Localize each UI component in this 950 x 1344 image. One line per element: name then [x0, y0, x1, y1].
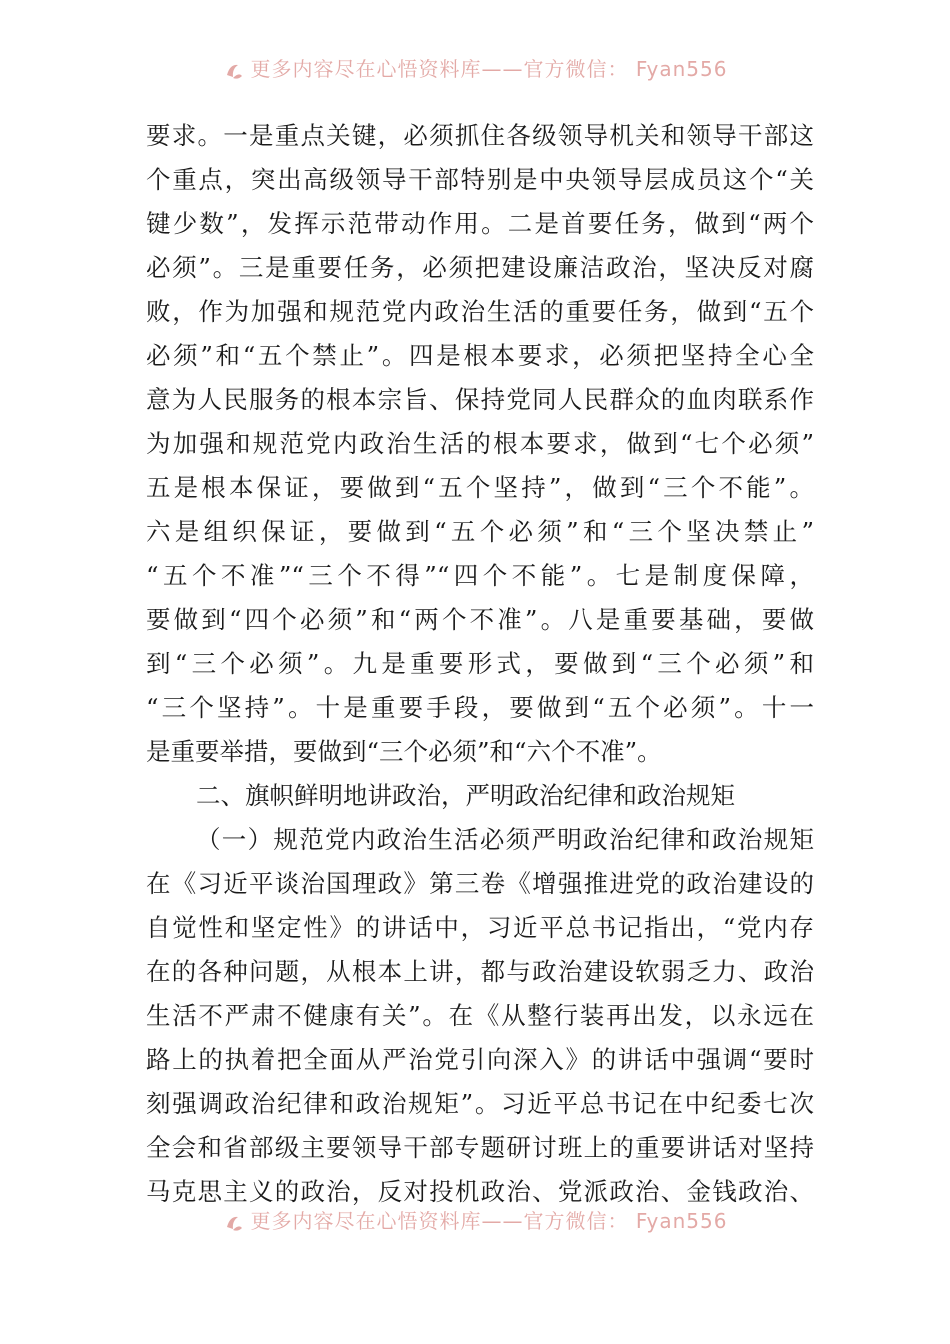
body-line: 个重点，突出高级领导干部特别是中央领导层成员这个“关	[146, 165, 814, 194]
body-line: 马克思主义的政治，反对投机政治、党派政治、金钱政治、	[146, 1177, 814, 1206]
watermark-text: 更多内容尽在心悟资料库——官方微信： Fyan556	[250, 1209, 728, 1233]
body-line: 必须”。三是重要任务，必须把建设廉洁政治，坚决反对腐	[146, 253, 814, 282]
section-heading: 二、旗帜鲜明地讲政治，严明政治纪律和政治规矩	[196, 781, 735, 810]
body-line: 刻强调政治纪律和政治规矩”。习近平总书记在中纪委七次	[146, 1089, 814, 1118]
body-line: 自觉性和坚定性》的讲话中，习近平总书记指出，“党内存	[146, 913, 814, 942]
body-line: 败，作为加强和规范党内政治生活的重要任务，做到“五个	[146, 297, 814, 326]
body-line: 要求。一是重点关键，必须抓住各级领导机关和领导干部这	[146, 121, 814, 150]
body-line: 是重要举措，要做到“三个必须”和“六个不准”。	[146, 737, 662, 766]
body-line: “五个不准”“三个不得”“四个不能”。七是制度保障，	[146, 561, 814, 590]
body-line: 生活不严肃不健康有关”。在《从整行装再出发，以永远在	[146, 1001, 814, 1030]
body-line: “三个坚持”。十是重要手段，要做到“五个必须”。十一	[146, 693, 814, 722]
watermark-top	[0, 56, 950, 82]
logo-icon	[223, 60, 245, 82]
body-line: 六是组织保证，要做到“五个必须”和“三个坚决禁止”	[146, 517, 814, 546]
body-line: 全会和省部级主要领导干部专题研讨班上的重要讲话对坚持	[146, 1133, 814, 1162]
body-line: 到“三个必须”。九是重要形式，要做到“三个必须”和	[146, 649, 814, 678]
logo-icon	[223, 1212, 245, 1234]
subsection-heading: （一）规范党内政治生活必须严明政治纪律和政治规矩	[196, 825, 814, 854]
body-line: 路上的执着把全面从严治党引向深入》的讲话中强调“要时	[146, 1045, 814, 1074]
watermark-bottom	[0, 1208, 950, 1234]
body-line: 键少数”，发挥示范带动作用。二是首要任务，做到“两个	[146, 209, 814, 238]
body-line: 五是根本保证，要做到“五个坚持”，做到“三个不能”。	[146, 473, 814, 502]
body-line: 在的各种问题，从根本上讲，都与政治建设软弱乏力、政治	[146, 957, 814, 986]
body-line: 为加强和规范党内政治生活的根本要求，做到“七个必须”	[146, 429, 814, 458]
document-body	[146, 114, 814, 1214]
body-line: 要做到“四个必须”和“两个不准”。八是重要基础，要做	[146, 605, 814, 634]
body-line: 意为人民服务的根本宗旨、保持党同人民群众的血肉联系作	[146, 385, 814, 414]
body-line: 必须”和“五个禁止”。四是根本要求，必须把坚持全心全	[146, 341, 814, 370]
body-line: 在《习近平谈治国理政》第三卷《增强推进党的政治建设的	[146, 869, 814, 898]
watermark-text: 更多内容尽在心悟资料库——官方微信： Fyan556	[250, 57, 728, 81]
